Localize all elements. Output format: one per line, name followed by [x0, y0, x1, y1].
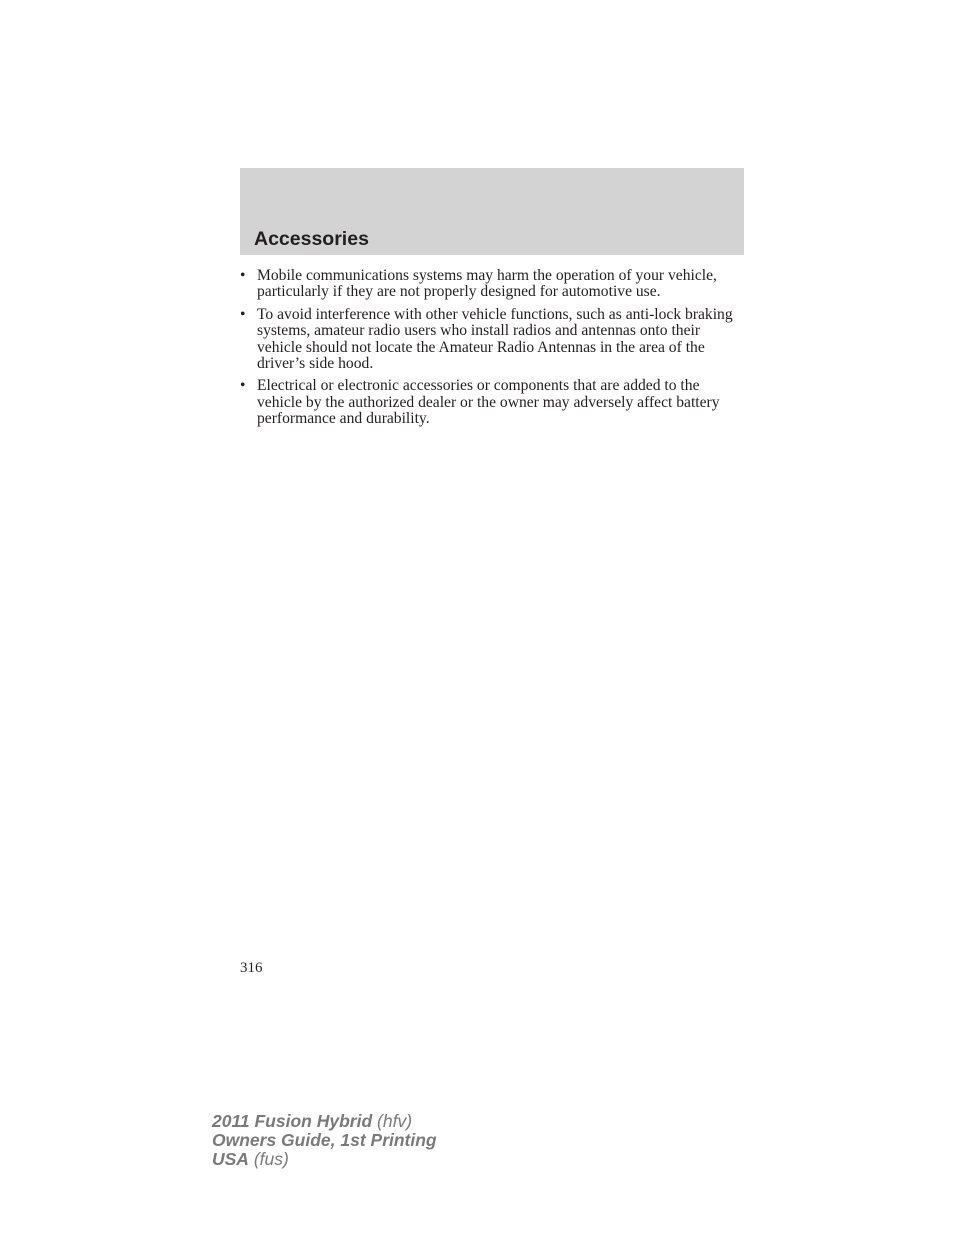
page-number: 316	[240, 960, 263, 976]
bullet-icon: •	[240, 377, 246, 395]
footer-line-1	[212, 1112, 437, 1131]
list-item-text: Electrical or electronic accessories or components that are added to the vehicle by the authorized dealer or the owner may adversely affect battery performance and durability.	[257, 377, 720, 428]
footer-line-2	[212, 1131, 437, 1150]
section-header-band	[240, 168, 744, 255]
bullet-icon: •	[240, 267, 246, 284]
footer-line-3	[212, 1150, 437, 1169]
list-item-text: To avoid interference with other vehicle functions, such as anti-lock braking systems, amateur radio users who install radios and antennas onto their vehicle should not locate the Amateur Radio Antennas in the area of the driver’s side hood.	[257, 305, 733, 373]
footer-model: 2011 Fusion Hybrid	[212, 1111, 373, 1131]
footer-model-code: (hfv)	[377, 1111, 413, 1131]
bullet-icon: •	[240, 305, 246, 323]
list-item	[240, 268, 748, 301]
list-item-text: Mobile communications systems may harm the operation of your vehicle, particularly if they are not properly designed for automotive use.	[257, 267, 717, 301]
list-item	[240, 378, 748, 427]
footer-market-code: (fus)	[253, 1149, 289, 1169]
bullet-list	[240, 268, 748, 434]
list-item	[240, 307, 748, 373]
footer-printing: Owners Guide, 1st Printing	[212, 1130, 437, 1150]
footer-market: USA	[212, 1149, 249, 1169]
section-title: Accessories	[254, 228, 369, 250]
footer-edition-info	[212, 1112, 437, 1169]
